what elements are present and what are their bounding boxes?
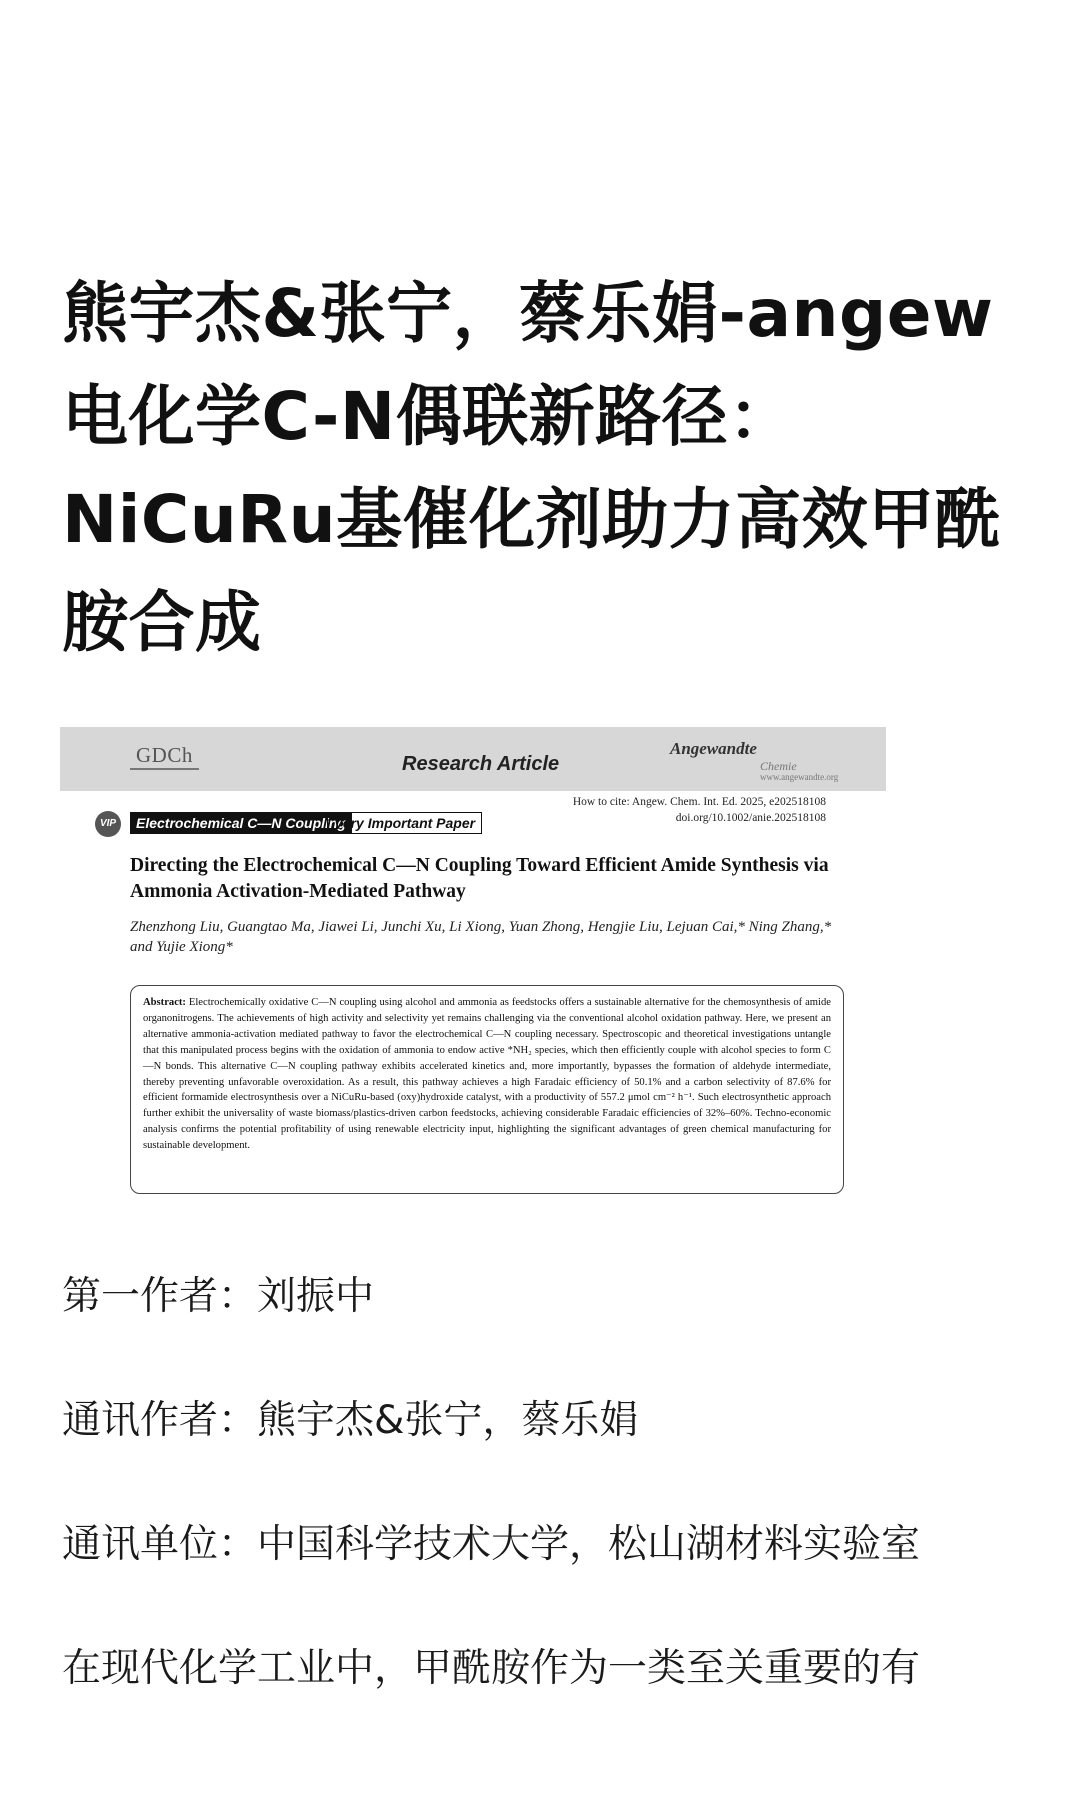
chemie-logo-text: Chemie [760,759,797,773]
vip-label: Very Important Paper [327,812,482,834]
article-title: 熊宇杰&张宁，蔡乐娟-angew 电化学C-N偶联新路径：NiCuRu基催化剂助力高效甲酰胺合成 [62,275,1002,661]
gdch-logo: GDCh [130,743,199,770]
paper-header-bar [60,727,886,791]
research-article-label: Research Article [402,753,560,775]
how-to-cite-line: How to cite: Angew. Chem. Int. Ed. 2025, e202518108 [572,796,826,808]
paper-screenshot [60,727,886,1212]
topic-label: Electrochemical C—N Coupling [130,812,352,834]
intro-text: 在现代化学工业中，甲酰胺作为一类至关重要的有 [62,1646,921,1691]
doi-line: doi.org/10.1002/anie.202518108 [675,812,826,824]
paper-authors: Zhenzhong Liu, Guangtao Ma, Jiawei Li, Junchi Xu, Li Xiong, Yuan Zhong, Hengjie Liu, Lejuan Cai,* Ning Zhang,* and Yujie Xiong* [130,919,832,955]
angewandte-logo-text: Angewandte [670,739,757,758]
affiliation: 通讯单位：中国科学技术大学，松山湖材料实验室 [62,1522,921,1567]
journal-url: www.angewandte.org [760,772,839,782]
how-to-cite [573,794,826,826]
abstract-label: Abstract: [143,997,186,1008]
corresponding-author: 通讯作者：熊宇杰&张宁，蔡乐娟 [62,1398,639,1443]
angewandte-logo [670,739,860,783]
paper-title: Directing the Electrochemical C—N Coupling Toward Efficient Amide Synthesis via Ammonia Activation-Mediated Pathway [130,855,829,902]
first-author: 第一作者：刘振中 [62,1274,375,1319]
abstract-box [130,985,844,1194]
vip-badge-icon: VIP [95,811,121,837]
abstract-text: Electrochemically oxidative C—N coupling using alcohol and ammonia as feedstocks offers a sustainable alternative for the chemosynthesis of amide organonitrogens. The achievements of high activity and selectivity yet remains challenging via the conventional alcohol oxidation pathway. Here, we present an alternative ammonia-activation mediated pathway to favor the electrochemical C—N coupling necessary. Spectroscopic and theoretical investigations untangle that this manipulated process begins with the oxidation of ammonia to endow active *NH₂ species, which then efficiently couple with alcohol species to form C—N bonds. This alternative C—N coupling pathway exhibits accelerated kinetics and, more importantly, bypasses the formation of aldehyde intermediate, thereby preventing unfavorable overoxidation. As a result, this pathway achieves a high Faradaic efficiency of 50.1% and a carbon selectivity of 87.6% for efficient formamide electrosynthesis over a NiCuRu-based (oxy)hydroxide catalyst, with a productivity of 557.2 μmol cm⁻² h⁻¹. Such electrosynthetic approach further exhibit the universality of waste biomass/plastics-driven carbon feedstocks, achieving considerable Faradaic efficiencies of 32%–60%. Techno-economic analysis confirms the potential profitability of using renewable electricity input, highlighting the significant advantages of green chemical manufacturing for sustainable development. [143,997,831,1152]
